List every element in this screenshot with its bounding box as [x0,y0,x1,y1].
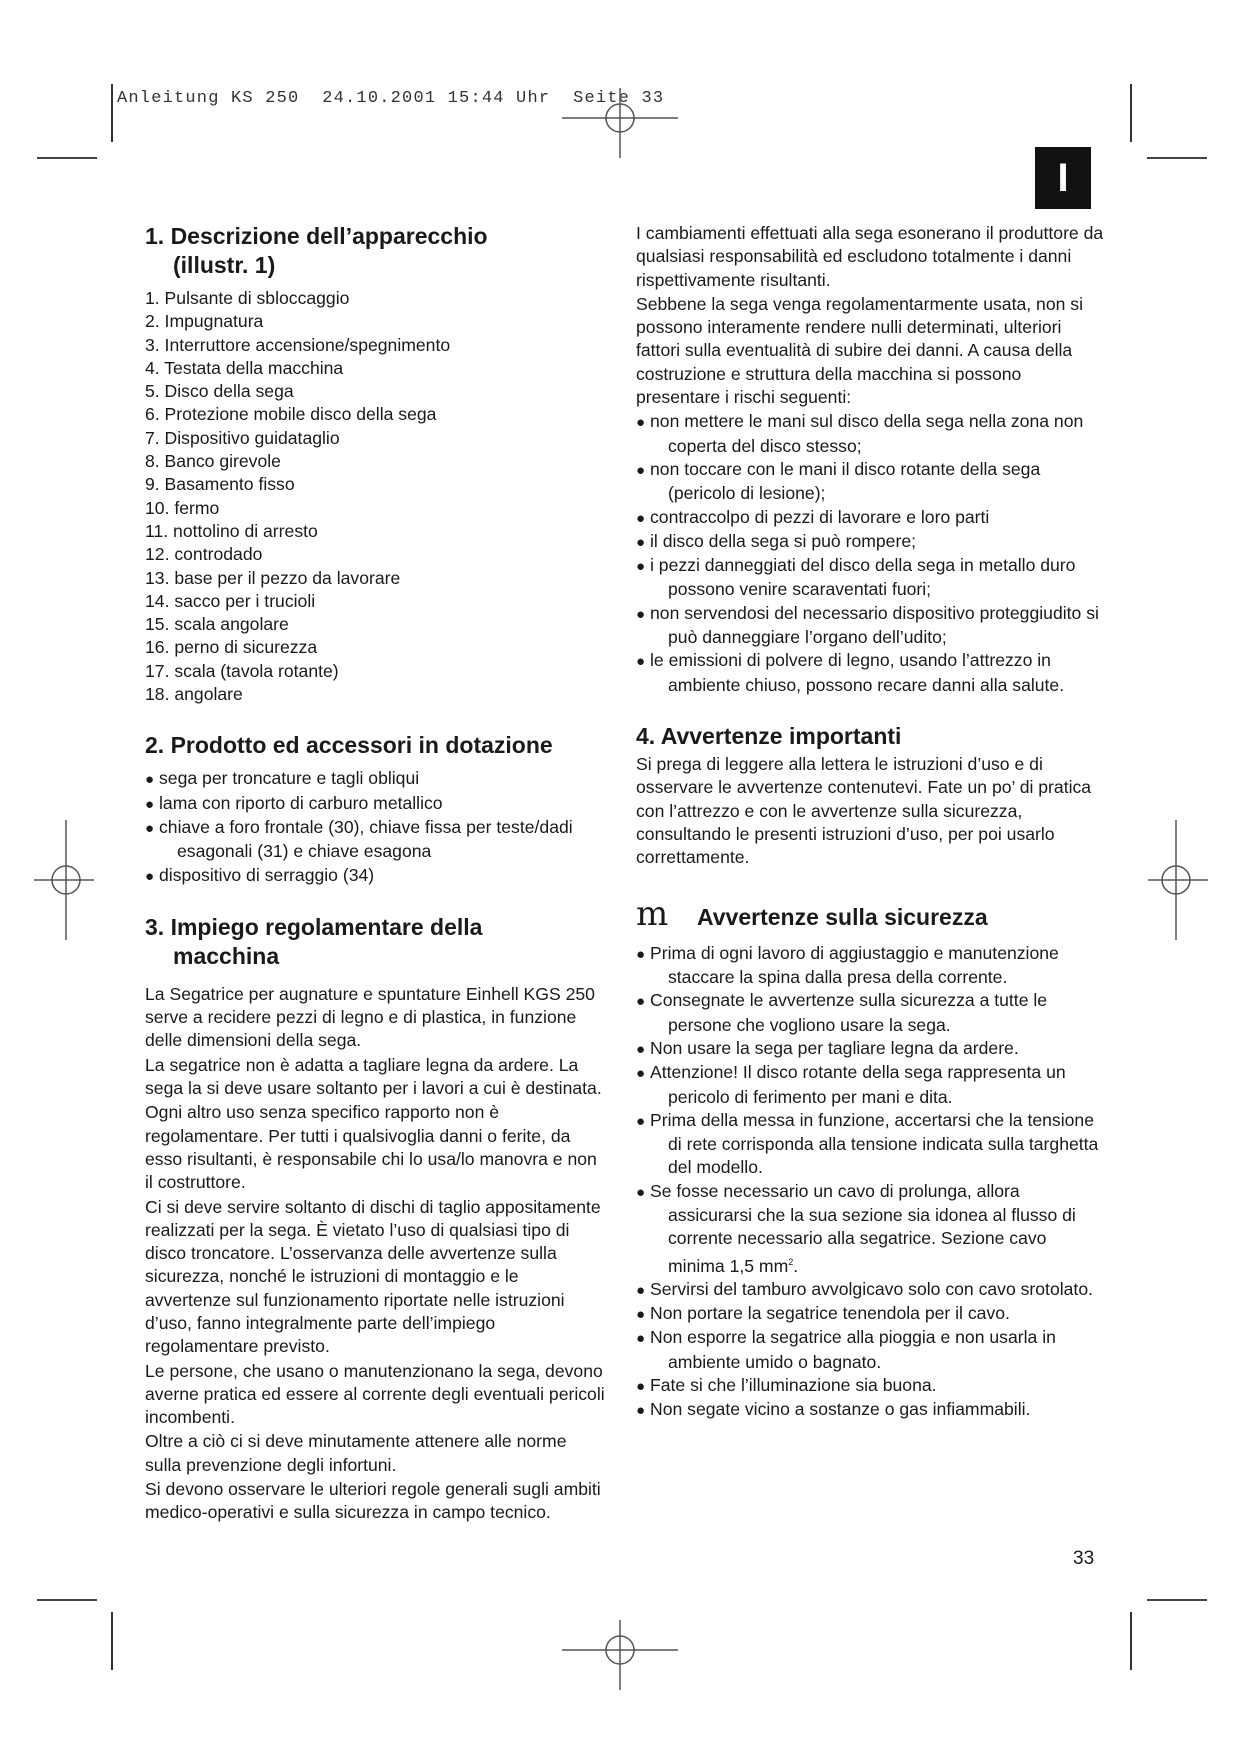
paragraph: Ci si deve servire soltanto di dischi di taglio appositamente realizzati per la sega. È vietato l’uso di qualsiasi tipo di disco troncatore. L’osservanza delle avvertenze sulla sicurezza, nonché le istruzioni di montaggio e le avvertenze sul funzionamento riportate nelle istruzioni d’uso, fanno integralmente parte dell’impiego regolamentare previsto. [145,1196,601,1357]
section3-title-line2: macchina [173,942,280,969]
language-tab: I [1035,147,1091,209]
list-item: ● lama con riporto di carburo metallico [145,792,605,816]
list-item: 17. scala (tavola rotante) [145,660,339,681]
paragraph: Sebbene la sega venga regolamentarmente usata, non si possono interamente rendere nulli determinati, ulteriori fattori sulla eventualità di subire dei danni. A causa della costruzione e struttura della macchina si possono presentare i rischi seguenti: [636,293,1083,408]
paragraph: Si prega di leggere alla lettera le istruzioni d’uso e di osservare le avvertenze contenutevi. Fate un po’ di pratica con l’attrezzo e con le avvertenze sulla sicurezza, consultando le presenti istruzioni d’uso, per poi usarlo correttamente. [636,753,1092,868]
list-item: 14. sacco per i trucioli [145,590,316,611]
list-item: 4. Testata della macchina [145,357,344,378]
list-item [636,1180,1106,1278]
crop-mark [37,157,97,159]
parts-list [145,287,605,706]
safety-heading [636,894,1106,935]
paragraph: La segatrice non è adatta a tagliare legna da ardere. La sega la si deve usare soltanto per i lavori a cui è destinata. [145,1054,602,1099]
list-item: 8. Banco girevole [145,451,281,472]
list-item: ● contraccolpo di pezzi di lavorare e loro parti [636,506,1106,530]
right-column [636,222,1106,1448]
list-item: 12. controdado [145,544,263,565]
cable-end: . [793,1255,799,1276]
list-item: 6. Protezione mobile disco della sega [145,404,437,425]
list-item: ● non mettere le mani sul disco della sega nella zona non coperta del disco stesso; [636,410,1106,458]
registration-mark-icon [562,1620,678,1690]
list-item: ● Servirsi del tamburo avvolgicavo solo con cavo srotolato. [636,1278,1106,1302]
list-item: ● i pezzi danneggiati del disco della sega in metallo duro possono venire scaraventati fuori; [636,554,1106,602]
list-item: 16. perno di sicurezza [145,637,318,658]
crop-mark [1130,84,1132,142]
registration-mark-icon [1148,820,1208,940]
left-column [145,222,605,1526]
list-item: ● non servendosi del necessario dispositivo proteggiudito si può danneggiare l’organo dell’udito; [636,602,1106,650]
registration-mark-icon [34,820,94,940]
crop-mark [111,84,113,142]
paragraph: La Segatrice per augnature e spuntature Einhell KGS 250 serve a recidere pezzi di legno e di plastica, in funzione delle dimensioni della sega. [145,983,595,1051]
list-item: 1. Pulsante di sbloccaggio [145,288,350,308]
list-item: ● Non usare la sega per tagliare legna da ardere. [636,1037,1106,1061]
crop-mark [111,1612,113,1670]
crop-mark [1147,157,1207,159]
list-item: 3. Interruttore accensione/spegnimento [145,334,451,355]
paragraph: Le persone, che usano o manutenzionano la sega, devono averne pratica ed essere al corrente degli eventuali pericoli incombenti. [145,1360,605,1428]
warning-symbol-icon: m [636,894,669,935]
list-item: 13. base per il pezzo da lavorare [145,567,401,588]
safety-title: Avvertenze sulla sicurezza [697,904,988,931]
section1-title [145,222,605,280]
list-item: 7. Dispositivo guidataglio [145,427,340,448]
list-item: 9. Basamento fisso [145,474,295,495]
list-item: ● Prima della messa in funzione, accertarsi che la tensione di rete corrisponda alla tensione indicata sulla targhetta del modello. [636,1109,1106,1180]
list-item: ● non toccare con le mani il disco rotante della sega (pericolo di lesione); [636,458,1106,506]
list-item: ● Non segate vicino a sostanze o gas infiammabili. [636,1398,1106,1422]
accessories-list [145,767,605,887]
safety-list [636,942,1106,1423]
paragraph: Si devono osservare le ulteriori regole generali sugli ambiti medico-operativi e sulla sicurezza in campo tecnico. [145,1479,601,1523]
paragraph: Oltre a ciò ci si deve minutamente attenere alle norme sulla prevenzione degli infortuni. [145,1431,567,1475]
crop-mark [1130,1612,1132,1670]
list-item: ● Consegnate le avvertenze sulla sicurezza a tutte le persone che vogliono usare la sega. [636,989,1106,1037]
section2-title: 2. Prodotto ed accessori in dotazione [145,732,553,759]
list-item: 18. angolare [145,684,243,705]
list-item: ● chiave a foro frontale (30), chiave fissa per teste/dadi esagonali (31) e chiave esagona [145,816,605,864]
section3-title [145,913,605,971]
list-item: ● Non portare la segatrice tenendola per il cavo. [636,1302,1106,1326]
cable-text: Se fosse necessario un cavo di prolunga, allora assicurarsi che la sua sezione sia idonea al flusso di corrente necessario alla segatrice. Sezione cavo minima 1,5 mm [650,1180,1076,1276]
list-item: ● dispositivo di serraggio (34) [145,864,605,888]
list-item: ● Fate si che l’illuminazione sia buona. [636,1374,1106,1398]
list-item: ● il disco della sega si può rompere; [636,530,1106,554]
section1-title-line1: 1. Descrizione dell’apparecchio [145,223,488,249]
crop-mark [1147,1599,1207,1601]
risks-list [636,410,1106,697]
list-item: ● Non esporre la segatrice alla pioggia e non usarla in ambiente umido o bagnato. [636,1326,1106,1374]
section1-title-line2: (illustr. 1) [173,252,276,278]
print-header: Anleitung KS 250 24.10.2001 15:44 Uhr Seite 33 [117,89,665,108]
list-item: 15. scala angolare [145,614,289,635]
list-item: 2. Impugnatura [145,311,264,332]
list-item: ● le emissioni di polvere di legno, usando l’attrezzo in ambiente chiuso, possono recare danni alla salute. [636,649,1106,697]
list-item: ● Prima di ogni lavoro di aggiustaggio e manutenzione staccare la spina dalla presa della corrente. [636,942,1106,990]
list-item: ● sega per troncature e tagli obliqui [145,767,605,791]
list-item: 5. Disco della sega [145,381,294,402]
list-item: ● Attenzione! Il disco rotante della sega rappresenta un pericolo di ferimento per mani e dita. [636,1061,1106,1109]
paragraph: Ogni altro uso senza specifico rapporto non è regolamentare. Per tutti i qualsivoglia danni o ferite, da esso risultanti, è responsabile chi lo usa/lo manovra e non il costruttore. [145,1102,597,1193]
list-item: 11. nottolino di arresto [145,520,318,541]
paragraph: I cambiamenti effettuati alla sega esonerano il produttore da qualsiasi responsabilità ed escludono totalmente i danni rispettivamente risultanti. [636,223,1104,290]
registration-mark-icon [562,88,678,158]
page-number: 33 [1073,1548,1095,1569]
section3-title-line1: 3. Impiego regolamentare della [145,913,483,940]
crop-mark [37,1599,97,1601]
superscript: 2 [788,1256,794,1267]
list-item: 10. fermo [145,497,220,518]
section4-title: 4. Avvertenze importanti [636,722,902,749]
